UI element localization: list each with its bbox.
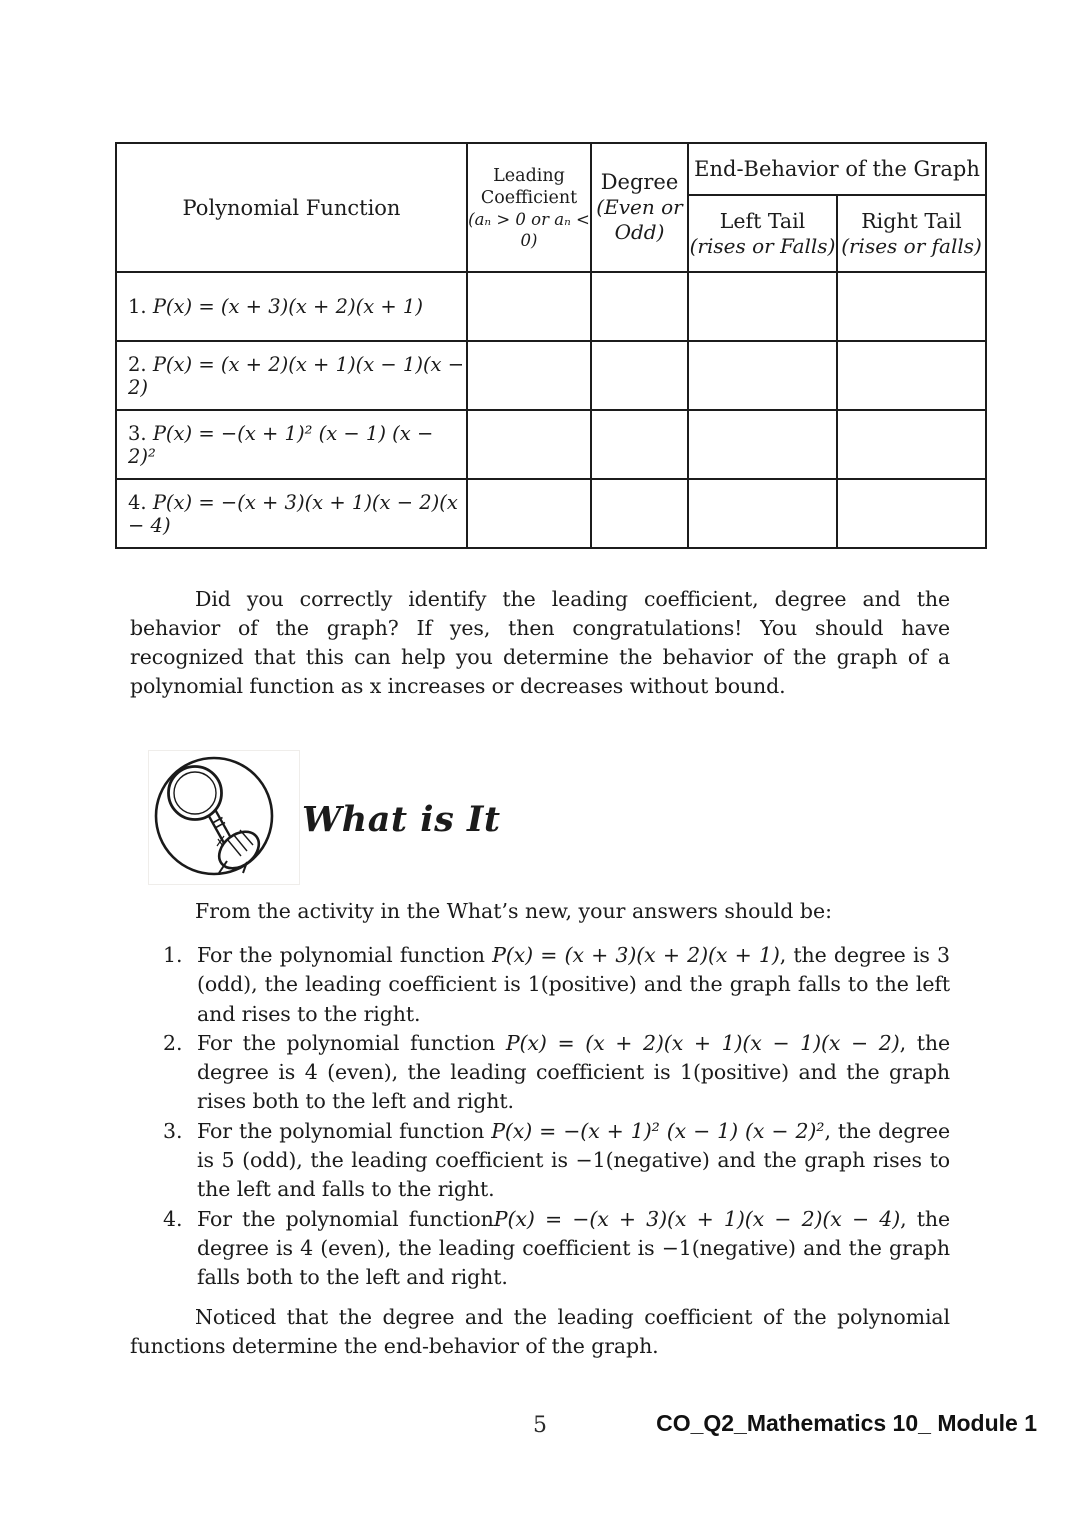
answer-math: P(x) = −(x + 1)² (x − 1) (x − 2)² <box>491 1118 825 1143</box>
header-end-behavior <box>688 143 986 195</box>
table-row <box>116 341 986 410</box>
header-end-behavior-label: End-Behavior of the Graph <box>694 156 980 181</box>
header-left-tail-title: Left Tail <box>719 208 806 233</box>
answer-cell-degree <box>591 410 688 479</box>
end-behavior-table <box>115 142 987 549</box>
answer-cell-leading <box>467 341 591 410</box>
header-degree-title: Degree <box>600 170 679 194</box>
header-leading-sub: (aₙ > 0 or aₙ < 0) <box>468 209 590 250</box>
list-item-text <box>197 941 950 1029</box>
answer-cell-leading <box>467 479 591 548</box>
answer-cell-right-tail <box>837 272 986 341</box>
header-polynomial-function <box>116 143 467 272</box>
list-item-text <box>197 1117 950 1205</box>
polynomial-expression: P(x) = (x + 2)(x + 1)(x − 1)(x − 2) <box>128 352 465 399</box>
polynomial-expression: P(x) = (x + 3)(x + 2)(x + 1) <box>152 295 423 318</box>
answer-cell-degree <box>591 341 688 410</box>
header-right-tail-title: Right Tail <box>861 208 962 233</box>
answer-cell-right-tail <box>837 479 986 548</box>
function-cell <box>116 479 467 548</box>
polynomial-table <box>115 142 987 549</box>
answer-math: P(x) = −(x + 3)(x + 1)(x − 2)(x − 4) <box>493 1206 901 1231</box>
answer-prefix: For the polynomial function <box>197 1118 492 1143</box>
row-number: 4. <box>128 490 147 514</box>
footer-module-label: CO_Q2_Mathematics 10_ Module 1 <box>656 1410 1037 1436</box>
answer-cell-leading <box>467 272 591 341</box>
page-number: 5 <box>533 1413 547 1438</box>
header-leading-title: Leading Coefficient <box>480 165 578 208</box>
answer-cell-left-tail <box>688 479 837 548</box>
answer-suffix: , the degree is 3 (odd), the leading coefficient is 1(positive) and the graph falls to the left and rises to the right. <box>197 943 950 1026</box>
header-degree-sub: (Even or Odd) <box>596 195 683 244</box>
answer-cell-left-tail <box>688 341 837 410</box>
answer-suffix: , the degree is 4 (even), the leading coefficient is −1(negative) and the graph falls both to the left and right. <box>197 1206 951 1290</box>
header-polynomial-function-label: Polynomial Function <box>182 195 401 220</box>
function-cell <box>116 341 467 410</box>
answer-cell-right-tail <box>837 341 986 410</box>
list-item-text <box>197 1029 950 1117</box>
row-number: 3. <box>128 421 147 445</box>
answer-math: P(x) = (x + 2)(x + 1)(x − 1)(x − 2) <box>505 1030 900 1055</box>
table-row <box>116 410 986 479</box>
list-item <box>163 1205 950 1293</box>
header-degree <box>591 143 688 272</box>
list-item-number: 1. <box>163 943 183 967</box>
answer-prefix: For the polynomial function <box>197 943 493 967</box>
list-item <box>163 941 950 1029</box>
section-intro: From the activity in the What’s new, your answers should be: <box>195 899 833 923</box>
answer-cell-left-tail <box>688 410 837 479</box>
list-item-number: 2. <box>163 1030 183 1055</box>
section-title: What is It <box>302 799 501 840</box>
answer-cell-degree <box>591 272 688 341</box>
answer-cell-right-tail <box>837 410 986 479</box>
answer-suffix: , the degree is 5 (odd), the leading coefficient is −1(negative) and the graph rises to the left and falls to the right. <box>197 1118 950 1202</box>
answer-cell-left-tail <box>688 272 837 341</box>
answer-prefix: For the polynomial function <box>197 1030 506 1055</box>
header-left-tail-sub: (rises or Falls) <box>689 233 836 258</box>
header-leading-coefficient <box>467 143 591 272</box>
table-row <box>116 479 986 548</box>
function-cell <box>116 272 467 341</box>
list-item-number: 3. <box>163 1118 183 1143</box>
list-item <box>163 1029 950 1117</box>
table-row <box>116 272 986 341</box>
polynomial-expression: P(x) = −(x + 1)² (x − 1) (x − 2)² <box>128 421 434 468</box>
function-cell <box>116 410 467 479</box>
header-right-tail <box>837 195 986 272</box>
header-right-tail-sub: (rises or falls) <box>841 233 982 258</box>
closing-paragraph: Noticed that the degree and the leading coefficient of the polynomial functions determine the end-behavior of the graph. <box>130 1305 950 1358</box>
list-item-number: 4. <box>163 1206 183 1231</box>
answer-cell-leading <box>467 410 591 479</box>
answer-prefix: For the polynomial function <box>197 1206 494 1231</box>
list-item <box>163 1117 950 1205</box>
polynomial-expression: P(x) = −(x + 3)(x + 1)(x − 2)(x − 4) <box>128 490 458 537</box>
header-left-tail <box>688 195 837 272</box>
row-number: 1. <box>128 295 147 318</box>
answers-list <box>163 941 950 1293</box>
answer-cell-degree <box>591 479 688 548</box>
magnifying-glass-icon <box>148 750 300 885</box>
answer-suffix: , the degree is 4 (even), the leading coefficient is 1(positive) and the graph rises both to the left and right. <box>197 1030 950 1114</box>
reflection-paragraph: Did you correctly identify the leading coefficient, degree and the behavior of the graph? If yes, then congratulations! You should have recognized that this can help you determine the behavior of the graph of a polynomial function as x increases or decreases without bound. <box>130 587 950 698</box>
list-item-text <box>197 1205 950 1293</box>
row-number: 2. <box>128 352 147 376</box>
answer-math: P(x) = (x + 3)(x + 2)(x + 1) <box>492 943 780 967</box>
